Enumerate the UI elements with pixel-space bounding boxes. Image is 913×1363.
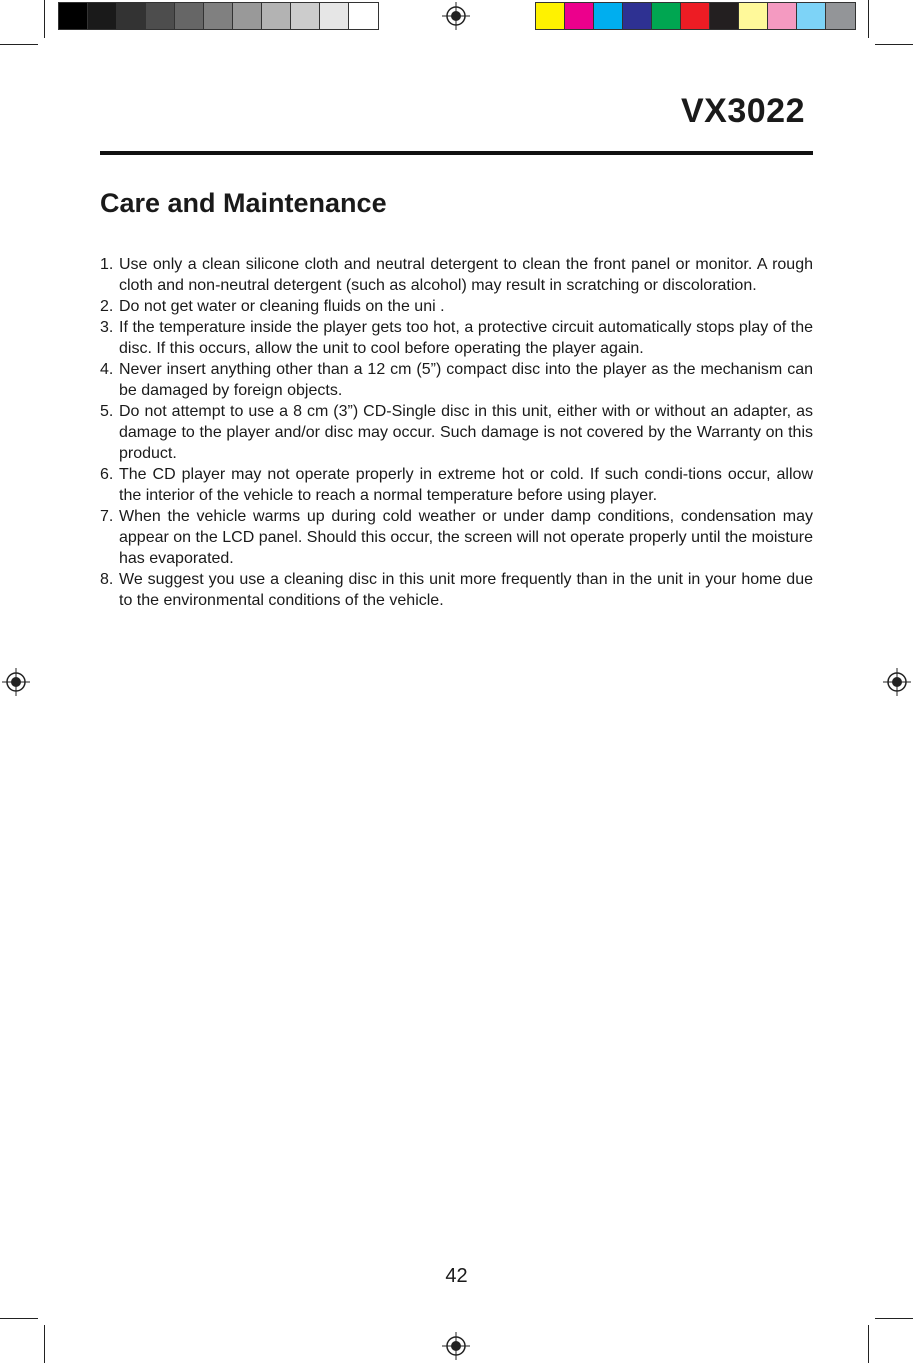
color-swatch xyxy=(349,3,378,29)
list-item-number: 4. xyxy=(100,361,114,378)
list-item-number: 5. xyxy=(100,403,114,420)
list-item xyxy=(100,506,813,569)
crop-mark xyxy=(875,1318,913,1319)
list-item-text: If the temperature inside the player gets too hot, a protective circuit automatically stops play of the disc. If this occurs, allow the unit to cool before operating the player again. xyxy=(119,319,813,357)
crop-mark xyxy=(868,1325,869,1363)
crop-mark xyxy=(0,44,38,45)
list-item-number: 8. xyxy=(100,571,114,588)
list-item-text: Do not attempt to use a 8 cm (3”) CD-Single disc in this unit, either with or without an adapter, as damage to the player and/or disc may occur. Such damage is not covered by the Warranty on this product. xyxy=(119,403,813,462)
color-calibration-bar xyxy=(535,2,856,30)
color-swatch xyxy=(233,3,262,29)
color-swatch xyxy=(652,3,681,29)
color-swatch xyxy=(768,3,797,29)
page-number: 42 xyxy=(445,1265,468,1287)
color-swatch xyxy=(262,3,291,29)
crop-mark xyxy=(44,0,45,38)
model-number: VX3022 xyxy=(681,92,805,130)
color-swatch xyxy=(826,3,855,29)
maintenance-list xyxy=(100,254,813,611)
color-swatch xyxy=(320,3,349,29)
color-swatch xyxy=(59,3,88,29)
registration-mark-icon xyxy=(2,668,30,696)
color-swatch xyxy=(565,3,594,29)
list-item xyxy=(100,254,813,296)
color-swatch xyxy=(797,3,826,29)
registration-mark-icon xyxy=(883,668,911,696)
list-item xyxy=(100,317,813,359)
color-swatch xyxy=(117,3,146,29)
list-item-text: When the vehicle warms up during cold weather or under damp conditions, condensation may appear on the LCD panel. Should this occur, the screen will not operate properly until the moisture has evaporated. xyxy=(119,508,813,567)
color-swatch xyxy=(739,3,768,29)
list-item-number: 1. xyxy=(100,256,114,273)
list-item-number: 6. xyxy=(100,466,114,483)
crop-mark xyxy=(875,44,913,45)
section-title: Care and Maintenance xyxy=(100,188,387,218)
list-item xyxy=(100,359,813,401)
list-item xyxy=(100,464,813,506)
list-item xyxy=(100,569,813,611)
color-swatch xyxy=(204,3,233,29)
grayscale-calibration-bar xyxy=(58,2,379,30)
list-item-number: 2. xyxy=(100,298,114,315)
crop-mark xyxy=(868,0,869,38)
registration-mark-icon xyxy=(442,1332,470,1360)
color-swatch xyxy=(594,3,623,29)
color-swatch xyxy=(681,3,710,29)
color-swatch xyxy=(175,3,204,29)
crop-mark xyxy=(0,1318,38,1319)
header-rule xyxy=(100,151,813,155)
color-swatch xyxy=(88,3,117,29)
list-item-text: Use only a clean silicone cloth and neutral detergent to clean the front panel or monitor. A rough cloth and non-neutral detergent (such as alcohol) may result in scratching or discoloration. xyxy=(119,256,813,294)
list-item-text: We suggest you use a cleaning disc in this unit more frequently than in the unit in your home due to the environmental conditions of the vehicle. xyxy=(119,571,813,609)
color-swatch xyxy=(536,3,565,29)
list-item xyxy=(100,296,813,317)
color-swatch xyxy=(146,3,175,29)
list-item-text: The CD player may not operate properly in extreme hot or cold. If such condi-tions occur, allow the interior of the vehicle to reach a normal temperature before using player. xyxy=(119,466,813,504)
list-item-number: 3. xyxy=(100,319,114,336)
registration-mark-icon xyxy=(442,2,470,30)
crop-mark xyxy=(44,1325,45,1363)
list-item-number: 7. xyxy=(100,508,114,525)
color-swatch xyxy=(710,3,739,29)
list-item xyxy=(100,401,813,464)
color-swatch xyxy=(623,3,652,29)
color-swatch xyxy=(291,3,320,29)
list-item-text: Do not get water or cleaning fluids on the uni . xyxy=(119,298,445,315)
list-item-text: Never insert anything other than a 12 cm (5”) compact disc into the player as the mechanism can be damaged by foreign objects. xyxy=(119,361,813,399)
